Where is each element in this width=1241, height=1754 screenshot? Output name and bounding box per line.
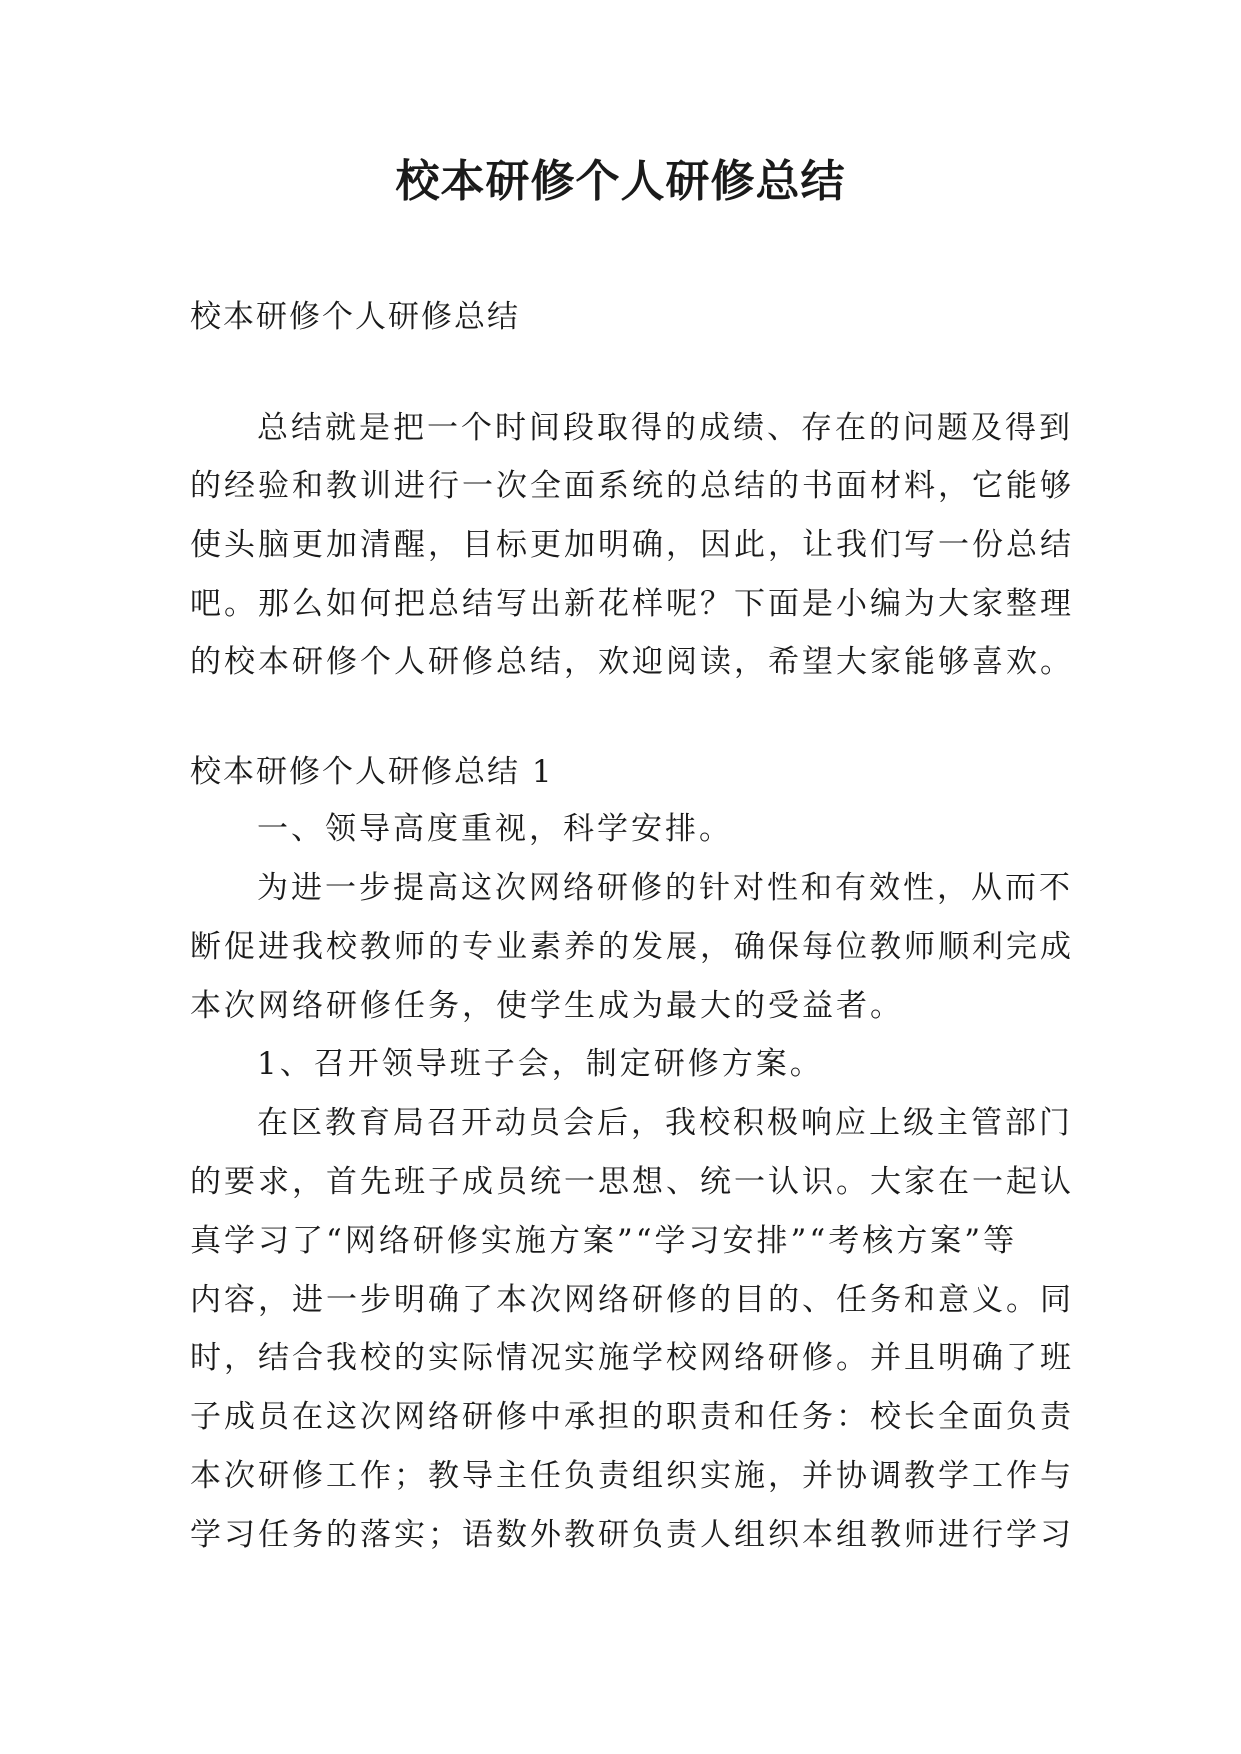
paragraph-line: 子成员在这次网络研修中承担的职责和任务：校长全面负责 [190, 1399, 1074, 1435]
paragraph-line: 时，结合我校的实际情况实施学校网络研修。并且明确了班 [190, 1340, 1074, 1376]
paragraph-line: 本次研修工作；教导主任负责组织实施，并协调教学工作与 [190, 1458, 1074, 1494]
paragraph-line: 断促进我校教师的专业素养的发展，确保每位教师顺利完成 [190, 929, 1074, 965]
item-heading: 一、领导高度重视，科学安排。 [257, 811, 733, 847]
intro-line: 的经验和教训进行一次全面系统的总结的书面材料，它能够 [190, 468, 1074, 504]
intro-line: 的校本研修个人研修总结，欢迎阅读，希望大家能够喜欢。 [190, 644, 1074, 680]
intro-line: 使头脑更加清醒，目标更加明确，因此，让我们写一份总结 [190, 527, 1074, 563]
paragraph-line: 的要求，首先班子成员统一思想、统一认识。大家在一起认 [190, 1164, 1074, 1200]
paragraph-line: 内容，进一步明确了本次网络研修的目的、任务和意义。同 [190, 1282, 1074, 1318]
document-subtitle: 校本研修个人研修总结 [190, 299, 520, 335]
paragraph-line: 在区教育局召开动员会后，我校积极响应上级主管部门 [257, 1105, 1073, 1141]
paragraph-line: 本次网络研修任务，使学生成为最大的受益者。 [190, 988, 904, 1024]
paragraph-line: 学习任务的落实；语数外教研负责人组织本组教师进行学习 [190, 1517, 1074, 1553]
paragraph-line: 真学习了“网络研修实施方案”“学习安排”“考核方案”等 [190, 1223, 1018, 1259]
intro-line: 总结就是把一个时间段取得的成绩、存在的问题及得到 [257, 410, 1073, 446]
section-heading: 校本研修个人研修总结 1 [190, 754, 554, 790]
sub-item-heading: 1、召开领导班子会，制定研修方案。 [257, 1046, 824, 1082]
intro-line: 吧。那么如何把总结写出新花样呢？下面是小编为大家整理 [190, 586, 1074, 622]
document-title: 校本研修个人研修总结 [395, 156, 846, 207]
paragraph-line: 为进一步提高这次网络研修的针对性和有效性，从而不 [257, 870, 1073, 906]
